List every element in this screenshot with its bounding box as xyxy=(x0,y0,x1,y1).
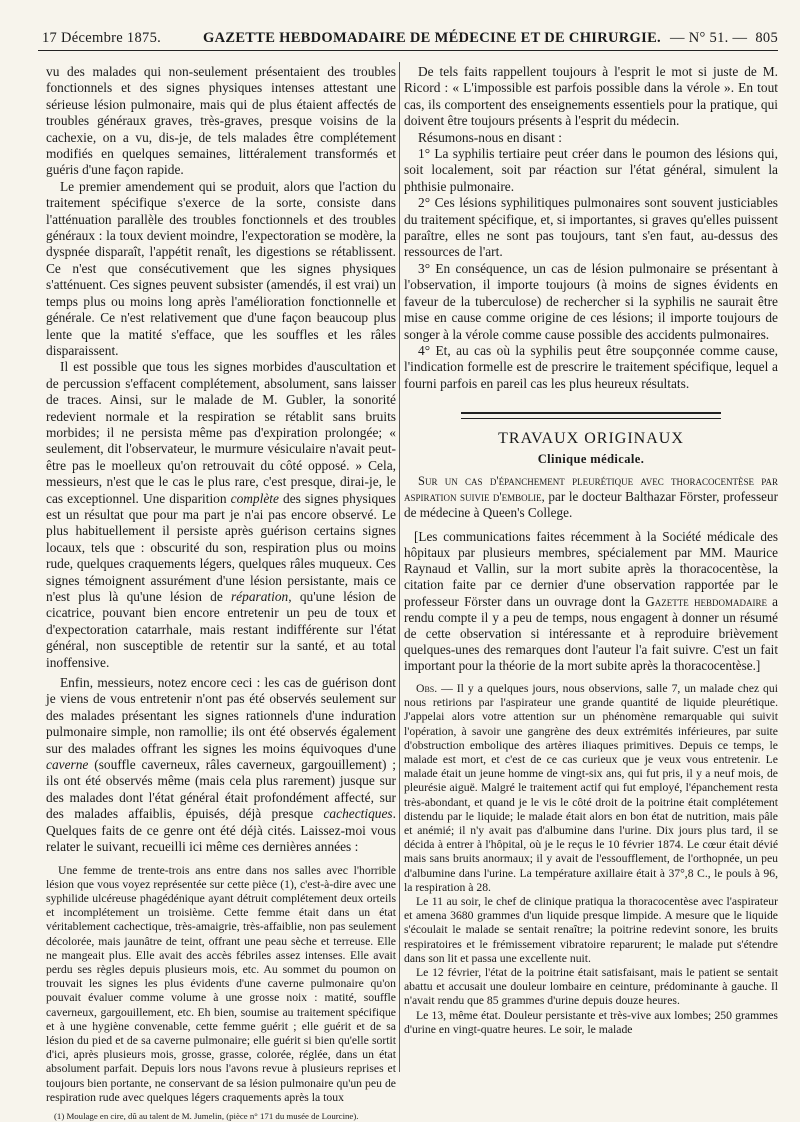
header-page-number: 805 xyxy=(755,30,778,46)
section-divider xyxy=(404,406,778,424)
editorial-intro: [Les communications faites récemment à la Société médicale des hôpitaux par plusieurs membres, spécialement par MM. Maurice Raynaud et Vallin, sur la mort subite après la thoracocentèse, la citation faite par ce dernier d'une observation rapportée par le professeur Förster dans un ouvrage dont la Gazette hebdomadaire a rendu compte il y a peu de temps, nous engagent à donner un résumé de cette observation si intéressante et à reproduire brièvement quelques-unes des remarques dont l'auteur l'a fait suivre. C'est un fait important pour la théorie de la mort subite après la thoracocentèse.] xyxy=(404,529,778,673)
conclusion-item: 2° Ces lésions syphilitiques pulmonaires sont souvent justiciables du traitement spécifique, et, si importantes, si graves qu'elles puissent paraître, elles ne sont pas toujours, tant s'en faut, au-dessus des ressources de l'art. xyxy=(404,195,778,260)
paragraph: Le premier amendement qui se produit, alors que l'action du traitement spécifique s'exerce de la sorte, consiste dans l'atténuation parallèle des troubles fonctionnels et des troubles généraux : la toux devient moindre, l'expectoration se modère, la dyspnée disparaît, l'appétit renaît, les digestions se rétablissent. Ce n'est que consécutivement que les signes physiques s'atténuent. Ces signes peuvent subsister (amendés, il est vrai) un temps plus ou moins long après l'amélioration fonctionnelle et générale. Ce n'est relativement que d'une façon beaucoup plus lente que la matité s'efface, que les souffles et les râles disparaissent. xyxy=(46,178,396,358)
header-issue-number: — N° 51. — xyxy=(670,30,748,46)
conclusion-item: 3° En conséquence, un cas de lésion pulmonaire se présentant à l'observation, il importe toujours (à moins de signes évidents en faveur de la tuberculose) de rechercher si la syphilis ne saurait être mise en cause comme origine de ces lésions; il importe toujours de songer à la vérole comme cause possible des accidents pulmonaires. xyxy=(404,260,778,342)
emphasis: caverne xyxy=(46,757,89,773)
case-paragraph: Une femme de trente-trois ans entre dans nos salles avec l'horrible lésion que vous voyez représentée sur cette pièce (1), c'est-à-dire avec une syphilide ulcéreuse phagédénique ayant détruit complétement deux orteils et incomplétement un troisième. Cette femme était dans un état véritablement cachectique, très-amaigrie, très-affaiblie, non pas seulement décolorée, mais jaunâtre de teint, offrant une peau sèche et terreuse. Elle ne mangeait plus. Elle avait des accès fébriles assez intenses. Elle avait perdu ses règles depuis plusieurs mois, etc. Au sommet du poumon on trouvait les signes les plus évidents d'une caverne pulmonaire qu'on pouvait évaluer comme volume à une grosse noix : matité, souffle caverneux, gargouillement, etc. Eh bien, soumise au traitement spécifique et à une hygiène convenable, cette femme guérit ; elle guérit et de sa lésion du pied et de sa caverne pulmonaire; elle guérit si bien qu'elle sortit d'ici, après plusieurs mois, grosse, grasse, colorée, réglée, dans un état absolument parfait. Depuis lors nous l'avons revue à plusieurs reprises et toujours bien portante, ne conservant de sa lésion pulmonaire qu'un peu de respiration rude avec quelques légers craquements après la toux xyxy=(46,863,396,1104)
section-title: TRAVAUX ORIGINAUX xyxy=(498,430,684,448)
left-column xyxy=(46,64,396,1121)
right-column xyxy=(404,64,778,1076)
paragraph: vu des malades qui non-seulement présentaient des troubles fonctionnels et des signes physiques intenses attestant une sérieuse lésion pulmonaire, mais qui de plus étaient affectés de troubles généraux graves, très-graves, presque voisins de la cachexie, on a vu, dis-je, de tels malades être complétement modifiés en quelques semaines, littéralement transformés et guéris d'une façon rapide. xyxy=(46,64,396,178)
conclusion-item: 1° La syphilis tertiaire peut créer dans le poumon des lésions qui, soit localement, soit par réaction sur l'état général, simulent la phthisie pulmonaire. xyxy=(404,146,778,194)
observation-paragraph: Le 12 février, l'état de la poitrine était satisfaisant, mais le patient se sentait abattu et accusait une douleur lombaire en ceinture, prédominante à gauche. Il n'avait rendu que 85 grammes d'urine depuis douze heures. xyxy=(404,966,778,1008)
header-title: GAZETTE HEBDOMADAIRE DE MÉDECINE ET DE CHIRURGIE. xyxy=(203,30,661,46)
observation-label: Obs. xyxy=(416,681,438,695)
observation-paragraph: Le 13, même état. Douleur persistante et très-vive aux lombes; 250 grammes d'urine en vingt-quatre heures. Le soir, le malade xyxy=(404,1008,778,1036)
article-heading: Sur un cas d'épanchement pleurétique avec thoracocentèse par aspiration suivie d'embolie, par le docteur Balthazar Förster, professeur de médecine à Queen's College. xyxy=(404,474,778,521)
running-header xyxy=(38,28,778,51)
observation-paragraph: Obs. — Il y a quelques jours, nous observions, salle 7, un malade chez qui nous retirions par l'aspirateur une grande quantité de liquide pleurétique. J'appelai alors votre attention sur un phénomène remarquable qui suivit l'opération, à savoir une gangrène des deux extrémités inférieures, par suite d'obstruction embolique des artères iliaques primitives. Depuis ce temps, le malade est mort, et c'est de ce cas curieux que je veux vous entretenir. Le malade était un jeune homme de vingt-six ans, qui fut pris, il y a neuf mois, de pleurésie aiguë. Malgré le traitement actif qui fut employé, l'épanchement resta très-abondant, et quand je le vis le côté droit de la poitrine était complétement distendu par le liquide; le malade était alors en bon état de nutrition, mais pâle et anémié; il n'y avait pas d'albumine dans l'urine. Dix jours plus tard, il se décida à entrer à l'hôpital, où je le reçus le 10 février 1874. Le cœur était dévié mais sans bruits anormaux; il y avait de l'essoufflement, de l'orthopnée, un peu d'albumine dans l'urine. La température axillaire était à 37°,8 C., le pouls à 96, la respiration à 28. xyxy=(404,681,778,894)
observation-paragraph: Le 11 au soir, le chef de clinique pratiqua la thoracocentèse avec l'aspirateur et amena 3680 grammes d'un liquide presque limpide. A mesure que le liquide s'écoulait le malade se sentait renaître; la poitrine redevint sonore, les bruits respiratoires et le frémissement vibratoire reparurent; le malade put s'étendre dans son lit et passa une excellente nuit. xyxy=(404,895,778,965)
paragraph: Enfin, messieurs, notez encore ceci : les cas de guérison dont je viens de vous entretenir n'ont pas été observés seulement sur des malades présentant les signes rationnels d'une induration pulmonaire simple, non ramollie; ils ont été observés également sur des malades offrant les signes les moins équivoques d'une caverne (souffle caverneux, râles caverneux, gargouillement) ; ils ont été observés même (mais cela plus rarement) jusque sur des malades dont l'état général était profondément affecté, sur des malades affaiblis, épuisés, déjà presque cachectiques. Quelques faits de ce genre ont été déjà cités. Laissez-moi vous relater le suivant, recueilli ici même ces dernières années : xyxy=(46,675,396,855)
emphasis: complète xyxy=(230,490,279,506)
emphasis: cachectiques xyxy=(323,806,393,822)
paragraph: De tels faits rappellent toujours à l'esprit le mot si juste de M. Ricord : « L'impossible est parfois possible dans la vérole ». En tout cas, ils comportent des enseignements essentiels pour la pratique, qui doivent être toujours présents à l'esprit du médecin. xyxy=(404,64,778,129)
conclusion-item: 4° Et, au cas où la syphilis peut être soupçonnée comme cause, l'indication formelle est de prescrire le traitement spécifique, lequel a fourni parfois en pareil cas les plus heureux résultats. xyxy=(404,342,778,391)
footnote: (1) Moulage en cire, dû au talent de M. Jumelin, (pièce n° 171 du musée de Lourcine). xyxy=(54,1110,359,1121)
emphasis: réparation xyxy=(230,589,289,604)
header-date: 17 Décembre 1875. xyxy=(42,30,162,46)
paragraph: Résumons-nous en disant : xyxy=(418,129,562,145)
column-separator xyxy=(399,62,400,1072)
section-subtitle: Clinique médicale. xyxy=(537,452,645,467)
paragraph: Il est possible que tous les signes morbides d'auscultation et de percussion s'effacent complétement, absolument, sans laisser de traces. Ainsi, sur le malade de M. Gubler, la sonorité redevient normale et la respiration se rétablit sans bruits morbides; il ne persista même pas d'expiration prolongée; « seulement, dit l'observateur, le murmure vésiculaire n'avait peut-être pas le moelleux qu'on retrouvait du côté opposé. » Cela, messieurs, n'est que le cas le plus rare, c'est presque, dirai-je, le cas exceptionnel. Une disparition complète des signes physiques est un résultat que pour ma part je n'ai pas encore observé. Le plus habituellement il persiste après guérison certains signes locaux, tels que : obscurité du son, respiration plus ou moins rude, quelques craquements légers, quelques râles muqueux. Ces signes témoignent assurément d'une lésion persistante, mais ce n'est plus là qu'une lésion de réparation, qu'une lésion de cicatrice, pouvant bien encore entretenir un peu de toux et d'expectoration catarrhale, mais restant indifférente sur l'état général, non susceptible de retentir sur la santé, et au total inoffensive. xyxy=(46,359,396,670)
